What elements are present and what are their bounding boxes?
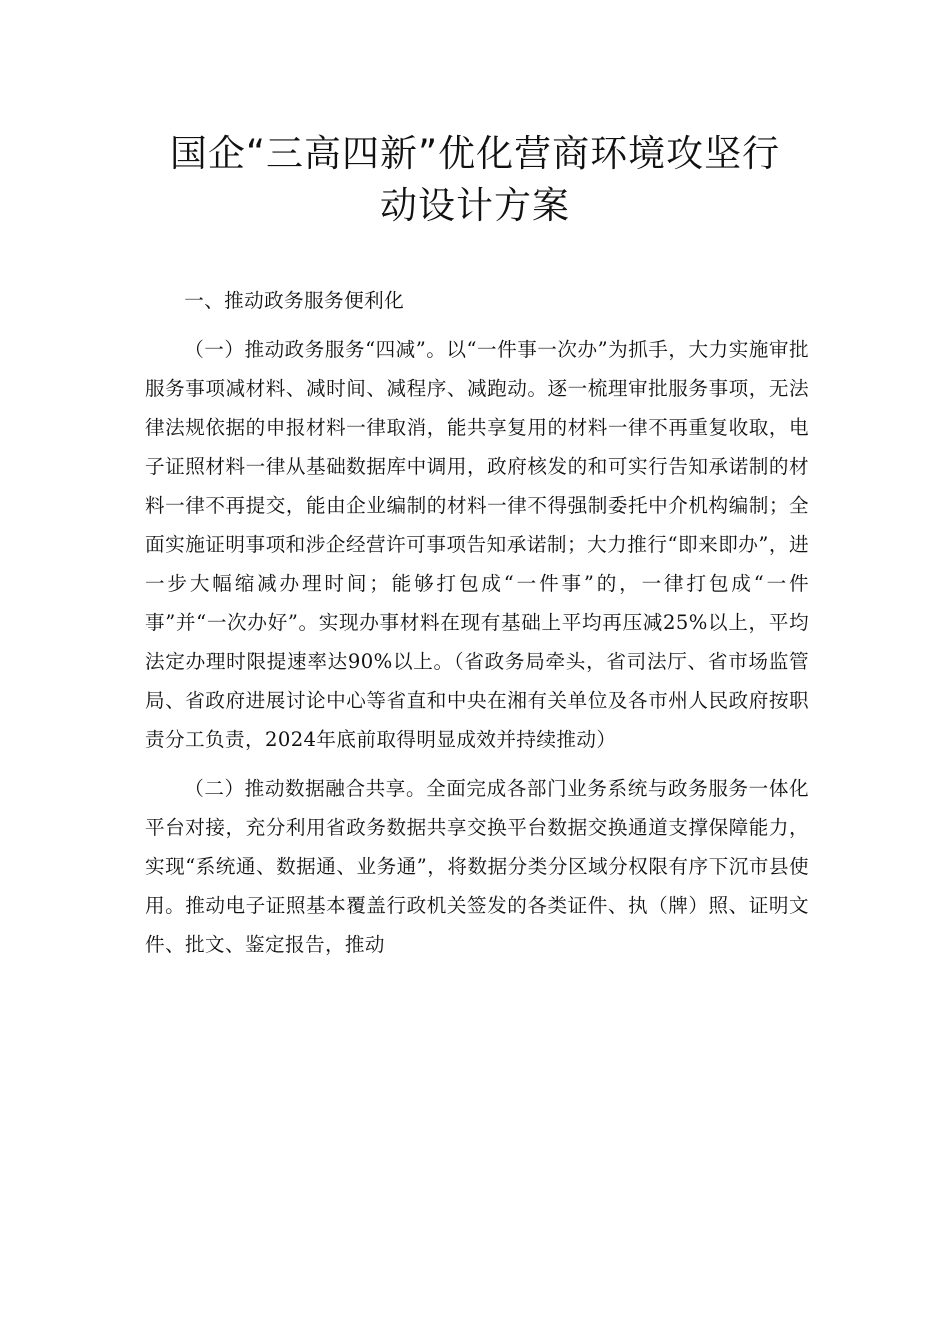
paragraph-2: （二）推动数据融合共享。全面完成各部门业务系统与政务服务一体化平台对接，充分利用省政务数据共享交换平台数据交换通道支撑保障能力，实现“系统通、数据通、业务通”，将数据分类分区域分权限有序下沉市县使用。推动电子证照基本覆盖行政机关签发的各类证件、执（牌）照、证明文件、批文、鉴定报告，推动 bbox=[145, 777, 809, 956]
document-title-line-1: 国企“三高四新”优化营商环境攻坚行 bbox=[169, 132, 781, 175]
paragraph-1: （一）推动政务服务“四减”。以“一件事一次办”为抓手，大力实施审批服务事项减材料、减时间、减程序、减跑动。逐一梳理审批服务事项，无法律法规依据的申报材料一律取消，能共享复用的材料一律不再重复收取，电子证照材料一律从基础数据库中调用，政府核发的和可实行告知承诺制的材料一律不再提交，能由企业编制的材料一律不得强制委托中介机构编制；全面实施证明事项和涉企经营许可事项告知承诺制；大力推行“即来即办”，进一步大幅缩减办理时间；能够打包成“一件事”的，一律打包成“一件事”并“一次办好”。实现办事材料在现有基础上平均再压减25%以上，平均法定办理时限提速率达90%以上。（省政务局牵头，省司法厅、省市场监管局、省政府进展讨论中心等省直和中央在湘有关单位及各市州人民政府按职责分工负责，2024年底前取得明显成效并持续推动） bbox=[145, 338, 809, 751]
document-title bbox=[120, 128, 830, 232]
section-heading: 一、推动政务服务便利化 bbox=[184, 289, 405, 312]
document-title-line-2: 动设计方案 bbox=[380, 184, 570, 227]
document-body bbox=[145, 281, 809, 964]
